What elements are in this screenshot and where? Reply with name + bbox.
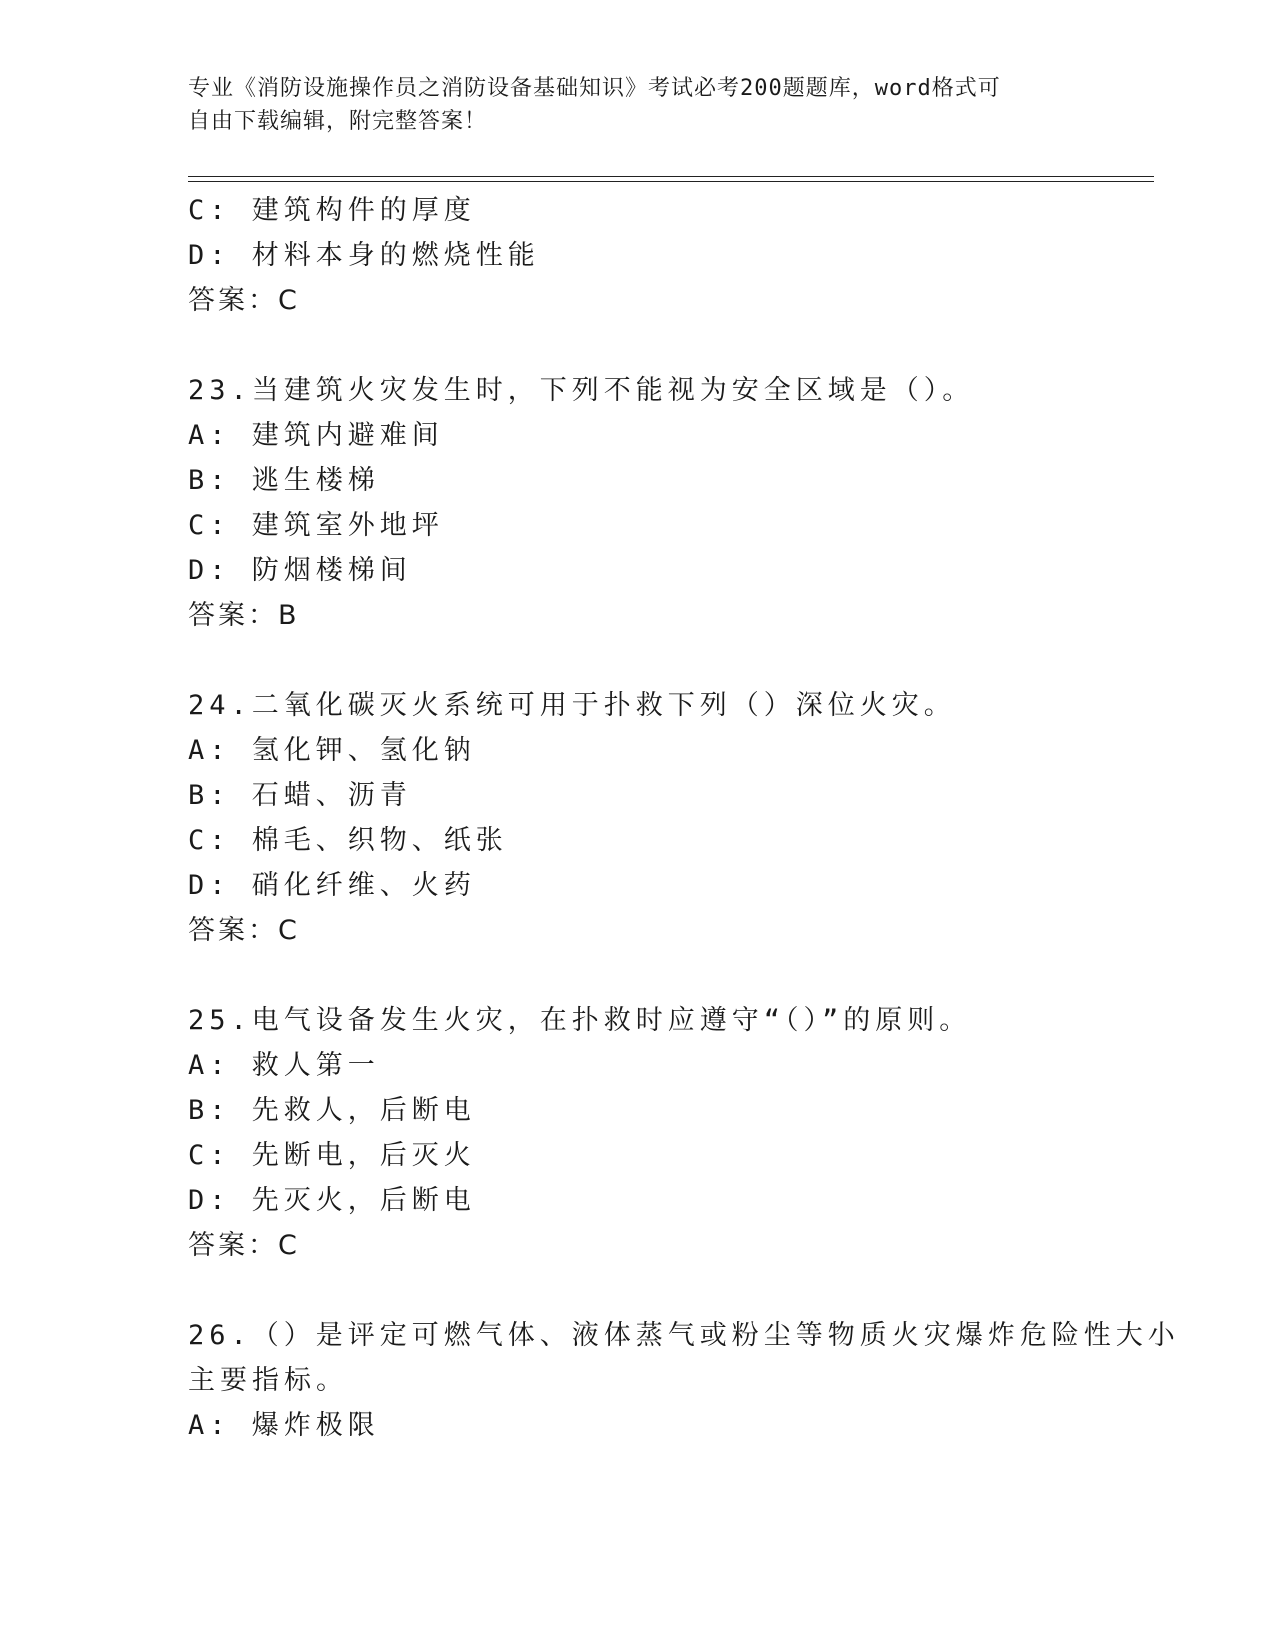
header-divider-top	[188, 176, 1154, 177]
answer-line: 答案：C	[188, 915, 300, 946]
question-26-continued: 主要指标。	[188, 1365, 348, 1396]
header-line-2: 自由下载编辑，附完整答案！	[188, 109, 488, 134]
option-a: A: 氢化钾、氢化钠	[188, 735, 476, 766]
option-a: A: 救人第一	[188, 1050, 380, 1081]
answer-line: 答案：B	[188, 600, 300, 631]
option-d: D: 先灭火，后断电	[188, 1185, 476, 1216]
question-26: 26.（）是评定可燃气体、液体蒸气或粉尘等物质火灾爆炸危险性大小	[188, 1320, 1180, 1351]
document-header	[188, 72, 1088, 138]
option-b: B: 逃生楼梯	[188, 465, 380, 496]
answer-line: 答案：C	[188, 1230, 300, 1261]
option-d: D: 材料本身的燃烧性能	[188, 240, 540, 271]
option-c: C: 棉毛、织物、纸张	[188, 825, 508, 856]
option-a: A: 建筑内避难间	[188, 420, 444, 451]
option-d: D: 防烟楼梯间	[188, 555, 412, 586]
option-b: B: 石蜡、沥青	[188, 780, 412, 811]
option-c: C: 先断电，后灭火	[188, 1140, 476, 1171]
question-24: 24.二氧化碳灭火系统可用于扑救下列（）深位火灾。	[188, 690, 956, 721]
option-a: A: 爆炸极限	[188, 1410, 380, 1441]
option-c: C: 建筑构件的厚度	[188, 195, 476, 226]
option-b: B: 先救人，后断电	[188, 1095, 476, 1126]
question-25: 25.电气设备发生火灾，在扑救时应遵守“（）”的原则。	[188, 1005, 972, 1036]
header-line-1: 专业《消防设施操作员之消防设备基础知识》考试必考200题题库，word格式可	[188, 76, 1001, 101]
header-divider-bottom	[188, 181, 1154, 182]
question-23: 23.当建筑火灾发生时，下列不能视为安全区域是（）。	[188, 375, 975, 406]
option-d: D: 硝化纤维、火药	[188, 870, 476, 901]
answer-line: 答案：C	[188, 285, 300, 316]
option-c: C: 建筑室外地坪	[188, 510, 444, 541]
